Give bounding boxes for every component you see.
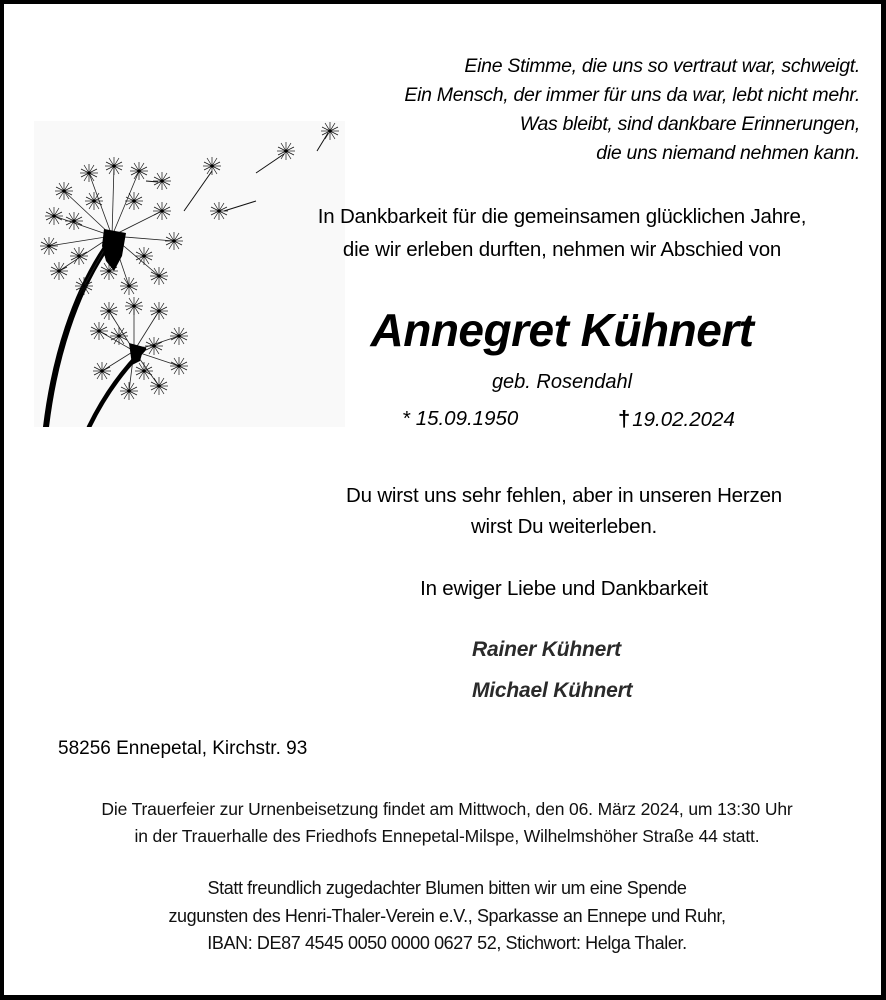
farewell-line: wirst Du weiterleben. — [470, 515, 658, 538]
ceremony-line: Die Trauerfeier zur Urnenbeisetzung findet am Mittwoch, den 06. März 2024, um 13:30 Uhr — [101, 799, 793, 819]
farewell-line: Du wirst uns sehr fehlen, aber in unseren Herzen — [346, 484, 782, 507]
ceremony-line: in der Trauerhalle des Friedhofs Ennepetal-Milspe, Wilhelmshöher Straße 44 statt. — [134, 826, 760, 846]
address: 58256 Ennepetal, Kirchstr. 93 — [58, 738, 308, 759]
donation-line: IBAN: DE87 4545 0050 0000 0627 52, Stichwort: Helga Thaler. — [207, 933, 687, 953]
birth-date-value: 15.09.1950 — [415, 407, 519, 430]
poem-line: Eine Stimme, die uns so vertraut war, schweigt. — [464, 55, 860, 77]
signer-name: Michael Kühnert — [472, 679, 633, 702]
maiden-name: geb. Rosendahl — [491, 371, 633, 393]
donation-info — [14, 875, 880, 958]
death-date-value: 19.02.2024 — [632, 408, 735, 431]
signer-name: Rainer Kühnert — [472, 638, 621, 661]
intro-line: In Dankbarkeit für die gemeinsamen glücklichen Jahre, — [317, 205, 807, 228]
poem-line: Ein Mensch, der immer für uns da war, lebt nicht mehr. — [404, 84, 860, 106]
poem-line: die uns niemand nehmen kann. — [596, 142, 860, 164]
intro-text — [262, 200, 862, 266]
donation-line: zugunsten des Henri-Thaler-Verein e.V., Sparkasse an Ennepe und Ruhr, — [168, 905, 726, 926]
closing-line: In ewiger Liebe und Dankbarkeit — [420, 577, 708, 600]
intro-line: die wir erleben durften, nehmen wir Abschied von — [342, 238, 782, 261]
birth-symbol: * — [402, 407, 410, 430]
death-date — [618, 404, 735, 435]
poem — [404, 52, 860, 168]
poem-line: Was bleibt, sind dankbare Erinnerungen, — [519, 113, 860, 135]
farewell-text — [274, 480, 854, 542]
signers — [472, 629, 632, 711]
birth-date — [402, 404, 518, 434]
cross-icon: † — [618, 406, 631, 431]
deceased-name: Annegret Kühnert — [370, 304, 754, 356]
ceremony-info — [14, 796, 880, 850]
closing-text — [274, 573, 854, 604]
donation-line: Statt freundlich zugedachter Blumen bitten wir um eine Spende — [207, 878, 687, 898]
